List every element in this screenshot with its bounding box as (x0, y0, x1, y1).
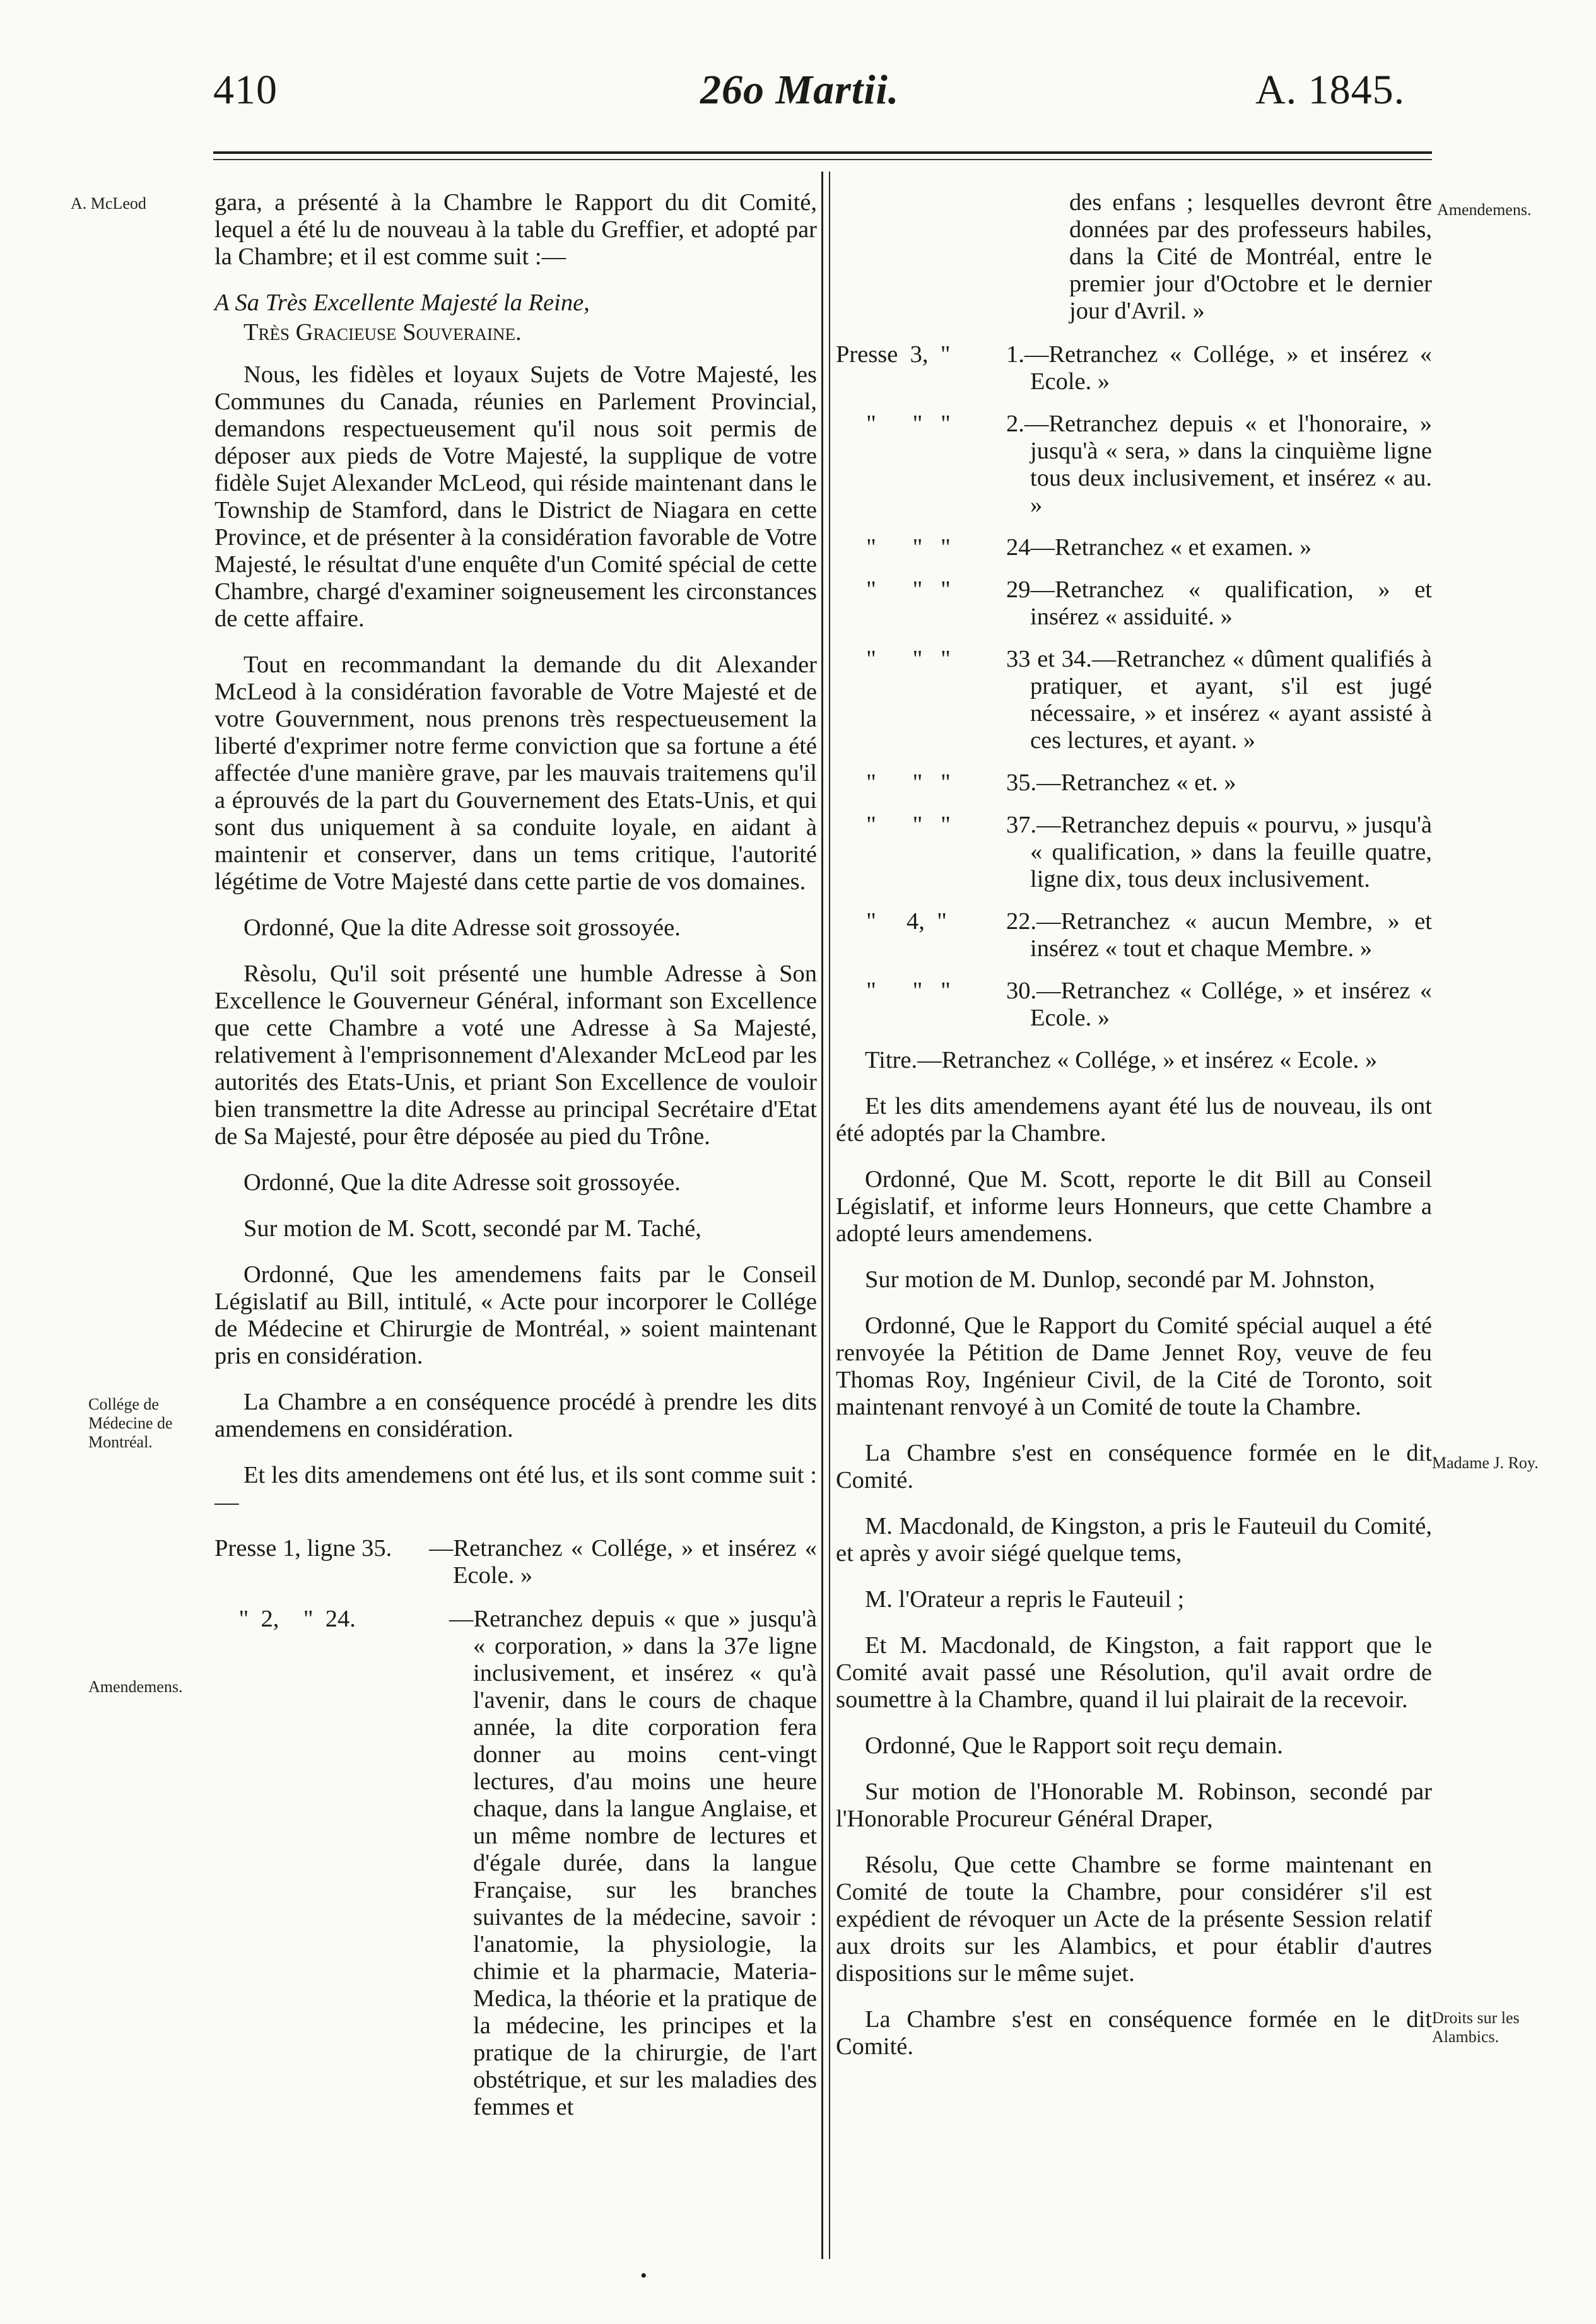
margin-note-college: Collége de Médecine de Montréal. (88, 1395, 173, 1451)
right-amendment-7-text: 37.—Retranchez depuis « pourvu, » jusqu'à « qualification, » dans la feuille quatre, ligne dix, tous deux inclusivement. (1006, 812, 1432, 892)
header-year: A. 1845. (1255, 67, 1405, 113)
left-p5: Rèsolu, Qu'il soit présenté une humble Adresse à Son Excellence le Gouverneur Général, informant son Excellence que cette Chambre a voté une Adresse à Sa Majesté, relativement à l'emprisonnement d'Alexander McLeod par les autorités des Etats-Unis, et priant Son Excellence de vouloir bien transmettre la dite Adresse au principal Secrétaire d'Etat de Sa Majesté, pour être déposée au pied du Trône. (214, 961, 817, 1150)
left-column (214, 189, 817, 2121)
right-amendment-1-text: 1.—Retranchez « Collége, » et insérez « Ecole. » (1006, 341, 1432, 395)
right-amendment-7-label: " " " (836, 812, 951, 838)
left-p1: gara, a présenté à la Chambre le Rapport du dit Comité, lequel a été lu de nouveau à la table du Greffier, et adopté par la Chambre; et il est comme suit :— (214, 189, 817, 270)
amendment-1-text: —Retranchez « Collége, » et insérez « Ecole. » (429, 1535, 817, 1589)
amendment-2-label: " 2, " 24. (214, 1606, 356, 1632)
header-rule (213, 151, 1432, 154)
right-p3: Sur motion de M. Dunlop, secondé par M. Johnston, (865, 1266, 1375, 1293)
right-amendment-5 (836, 646, 1432, 754)
left-p7: Sur motion de M. Scott, secondé par M. Taché, (244, 1215, 701, 1242)
amendment-1-label: Presse 1, ligne 35. (214, 1535, 392, 1562)
right-p8: Et M. Macdonald, de Kingston, a fait rapport que le Comité avait passé une Résolution, qu'il avait ordre de soumettre à la Chambre, quand il lui plairait de la recevoir. (836, 1632, 1432, 1713)
right-p1: Et les dits amendemens ayant été lus de nouveau, ils ont été adoptés par la Chambre. (836, 1093, 1432, 1147)
salutation: Très Gracieuse Souveraine. (244, 319, 522, 346)
right-amendment-7 (836, 812, 1432, 893)
titre-amendment: Titre.—Retranchez « Collége, » et insérez « Ecole. » (865, 1047, 1378, 1073)
right-amendment-2-label: " " " (836, 411, 951, 437)
page-header (0, 0, 1596, 177)
right-amendment-6-label: " " " (836, 769, 951, 796)
left-p10: Et les dits amendemens ont été lus, et ils sont comme suit :— (214, 1462, 817, 1515)
header-rule-thin (213, 159, 1432, 160)
address-to: A Sa Très Excellente Majesté la Reine, (214, 289, 590, 316)
left-p6: Ordonné, Que la dite Adresse soit grossoyée. (244, 1169, 681, 1196)
right-amendment-4-label: " " " (836, 576, 951, 603)
column-divider (821, 172, 823, 2259)
left-p2: Nous, les fidèles et loyaux Sujets de Votre Majesté, les Communes du Canada, réunies en Parlement Provincial, demandons respectueusement qu'il nous soit permis de déposer aux pieds de Votre Majesté, la supplique de votre fidèle Sujet Alexander McLeod, qui réside maintenant dans le Township de Stamford, dans le District de Niagara en cette Province, et de présenter à la considération favorable de Votre Majesté, le résultat d'une enquête d'un Comité spécial de cette Chambre, chargé d'examiner soigneusement les circonstances de cette affaire. (214, 361, 817, 632)
left-p4: Ordonné, Que la dite Adresse soit grossoyée. (244, 914, 681, 941)
right-amendment-6-text: 35.—Retranchez « et. » (1006, 769, 1236, 796)
right-amendment-3-text: 24—Retranchez « et examen. » (1006, 534, 1312, 561)
footer-mark: • (640, 2265, 647, 2286)
right-p9: Ordonné, Que le Rapport soit reçu demain. (865, 1732, 1283, 1759)
right-p6: M. Macdonald, de Kingston, a pris le Fauteuil du Comité, et après y avoir siégé quelque tems, (836, 1513, 1432, 1567)
left-p9: La Chambre a en conséquence procédé à prendre les dits amendemens en considération. (214, 1389, 817, 1442)
right-amendment-9-text: 30.—Retranchez « Collége, » et insérez « Ecole. » (1006, 978, 1432, 1031)
right-p10: Sur motion de l'Honorable M. Robinson, secondé par l'Honorable Procureur Général Draper, (836, 1778, 1432, 1832)
right-amendment-5-label: " " " (836, 646, 951, 672)
right-column (836, 189, 1432, 2079)
right-amendment-9 (836, 978, 1432, 1032)
right-amendment-2-text: 2.—Retranchez depuis « et l'honoraire, » jusqu'à « sera, » dans la cinquième ligne tous deux inclusivement, et insérez « au. » (1006, 411, 1432, 518)
right-p4: Ordonné, Que le Rapport du Comité spécial auquel a été renvoyée la Pétition de Dame Jennet Roy, veuve de feu Thomas Roy, Ingénieur Civil, de la Cité de Toronto, soit maintenant renvoyé à un Comité de toute la Chambre. (836, 1312, 1432, 1420)
right-amendment-4 (836, 576, 1432, 631)
column-divider-inner (829, 172, 830, 2259)
margin-note-amendemens-left: Amendemens. (88, 1678, 183, 1696)
right-amendment-6 (836, 769, 1432, 797)
right-amendment-9-label: " " " (836, 978, 951, 1004)
left-p8: Ordonné, Que les amendemens faits par le Conseil Législatif au Bill, intitulé, « Acte pour incorporer le Collége de Médecine et Chirurgie de Montréal, » soient maintenant pris en considération. (214, 1261, 817, 1369)
right-continuation: des enfans ; lesquelles devront être données par des professeurs habiles, dans la Cité de Montréal, entre le premier jour d'Octobre et le dernier jour d'Avril. » (1069, 189, 1432, 324)
right-amendment-1 (836, 341, 1432, 395)
page-number: 410 (213, 67, 278, 113)
right-amendment-1-label: Presse 3, " (836, 341, 951, 368)
right-amendment-2 (836, 411, 1432, 519)
right-p12: La Chambre s'est en conséquence formée en le dit Comité. (836, 2006, 1432, 2060)
right-amendment-8-text: 22.—Retranchez « aucun Membre, » et insérez « tout et chaque Membre. » (1006, 908, 1432, 962)
right-amendment-5-text: 33 et 34.—Retranchez « dûment qualifiés à pratiquer, et ayant, s'il est jugé nécessaire, » et insérez « ayant assisté à ces lectures, et ayant. » (1006, 646, 1432, 754)
margin-note-droits-alambics: Droits sur les Alambics. (1432, 2009, 1520, 2046)
amendment-2 (214, 1606, 817, 2121)
amendment-2-text: —Retranchez depuis « que » jusqu'à « corporation, » dans la 37e ligne inclusivement, et insérez « qu'à l'avenir, dans le cours de chaque année, la dite corporation fera donner au moins cent-vingt lectures, d'au moins une heure chaque, dans la langue Anglaise, et un même nombre de lectures et d'égale durée, dans la langue Française, sur les branches suivantes de la médecine, savoir : l'anatomie, la physiologie, la chimie et la pharmacie, Materia-Medica, la théorie et la pratique de la médecine, les principes et la pratique de la chirurgie, de l'art obstétrique, et sur les maladies des femmes et (449, 1606, 817, 2120)
right-amendment-3-label: " " " (836, 534, 951, 561)
margin-note-amendemens-right: Amendemens. (1437, 201, 1532, 219)
right-p11: Résolu, Que cette Chambre se forme maintenant en Comité de toute la Chambre, pour considérer s'il est expédient de révoquer un Acte de la présente Session relatif aux droits sur les Alambics, et pour établir d'autres dispositions sur le même sujet. (836, 1852, 1432, 1987)
header-date: 26o Martii. (700, 67, 900, 113)
right-amendment-8 (836, 908, 1432, 962)
amendment-1 (214, 1535, 817, 1589)
right-p5: La Chambre s'est en conséquence formée en le dit Comité. (836, 1440, 1432, 1493)
margin-note-madame-roy: Madame J. Roy. (1432, 1454, 1539, 1472)
right-amendment-3 (836, 534, 1432, 561)
margin-note-mcleod: A. McLeod (71, 194, 146, 213)
right-amendment-4-text: 29—Retranchez « qualification, » et insérez « assiduité. » (1006, 576, 1432, 630)
right-p7: M. l'Orateur a repris le Fauteuil ; (865, 1586, 1185, 1613)
right-p2: Ordonné, Que M. Scott, reporte le dit Bill au Conseil Législatif, et informe leurs Honneurs, que cette Chambre a adopté leurs amendemens. (836, 1166, 1432, 1247)
right-amendment-8-label: " 4, " (836, 908, 947, 935)
left-p3: Tout en recommandant la demande du dit Alexander McLeod à la considération favorable de Votre Majesté et de votre Gouvernment, nous prenons très respectueusement la liberté d'exprimer notre ferme conviction que sa fortune a été affectée d'une manière grave, par les mauvais traitemens qu'il a éprouvés de la part du Gouvernement des Etats-Unis, et qui sont dus uniquement à sa conduite loyale, en aidant à maintenir et conserver, dans un tems critique, l'autorité légétime de Votre Majesté dans cette partie de vos domaines. (214, 651, 817, 895)
